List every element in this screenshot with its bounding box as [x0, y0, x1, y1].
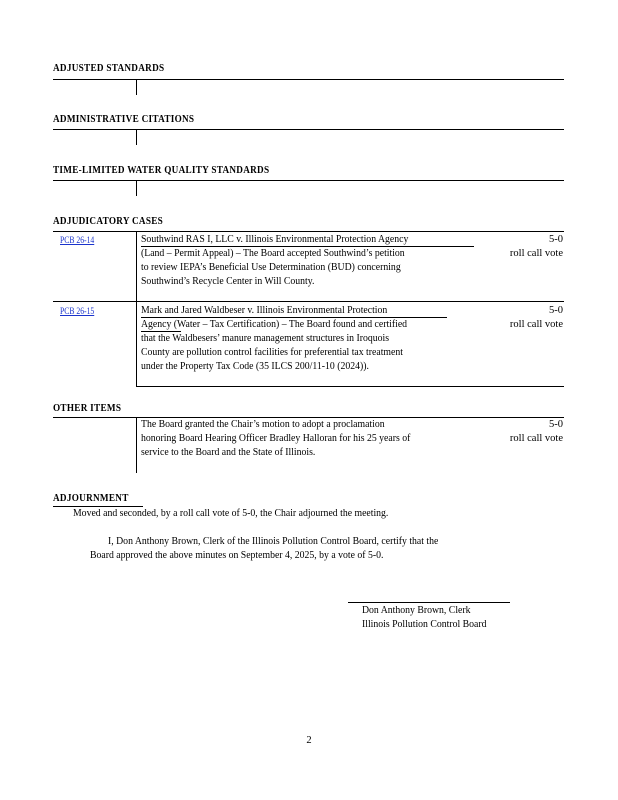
section-rule	[53, 79, 564, 80]
signature-line	[348, 602, 510, 603]
case-number-link[interactable]: PCB 26-14	[60, 235, 95, 245]
case-vote	[483, 233, 563, 261]
case-line: County are pollution control facilities for preferential tax treatment	[141, 347, 403, 358]
row-divider	[53, 301, 564, 302]
vote-type: roll call vote	[509, 319, 563, 330]
section-heading-adjournment: ADJOURNMENT	[53, 493, 129, 504]
vote-count: 5-0	[549, 234, 563, 245]
vote-count: 5-0	[549, 305, 563, 316]
column-divider	[136, 181, 137, 196]
column-divider	[136, 80, 137, 95]
case-number-link[interactable]: PCB 26-15	[60, 306, 95, 316]
vote-count: 5-0	[549, 419, 563, 430]
case-line: (Land – Permit Appeal) – The Board accepted Southwind’s petition	[141, 248, 405, 259]
section-heading-administrative-citations: ADMINISTRATIVE CITATIONS	[53, 114, 195, 125]
case-line: Agency (Water – Tax Certification) – The Board found and certified	[141, 319, 408, 330]
section-heading-other-items: OTHER ITEMS	[53, 403, 122, 414]
section-heading-adjudicatory-cases: ADJUDICATORY CASES	[53, 216, 164, 227]
case-description	[141, 233, 443, 289]
column-divider	[136, 232, 137, 387]
section-rule	[53, 180, 564, 181]
column-divider	[136, 130, 137, 145]
item-line: honoring Board Hearing Officer Bradley Halloran for his 25 years of	[141, 433, 411, 444]
other-item-description	[141, 418, 443, 460]
column-divider	[136, 418, 137, 473]
signature-name: Don Anthony Brown, Clerk	[362, 605, 471, 616]
case-vote	[483, 304, 563, 332]
case-line: Southwind’s Recycle Center in Will County.	[141, 276, 315, 287]
item-line: The Board granted the Chair’s motion to adopt a proclamation	[141, 419, 385, 430]
title-underline	[141, 317, 447, 318]
case-line: Mark and Jared Waldbeser v. Illinois Environmental Protection	[141, 305, 388, 316]
vote-type: roll call vote	[509, 433, 563, 444]
case-line: that the Waldbesers’ manure management structures in Iroquois	[141, 333, 390, 344]
vote-type: roll call vote	[509, 248, 563, 259]
title-underline	[141, 331, 181, 332]
case-line: to review IEPA’s Beneficial Use Determination (BUD) concerning	[141, 262, 401, 273]
case-line: under the Property Tax Code (35 ILCS 200/11-10 (2024)).	[141, 361, 369, 372]
case-description	[141, 304, 443, 374]
adjournment-text: Moved and seconded, by a roll call vote of 5-0, the Chair adjourned the meeting.	[73, 508, 389, 519]
other-item-vote	[483, 418, 563, 446]
signature-organization: Illinois Pollution Control Board	[362, 619, 487, 630]
section-heading-time-limited: TIME-LIMITED WATER QUALITY STANDARDS	[53, 165, 270, 176]
certification-line-1: I, Don Anthony Brown, Clerk of the Illinois Pollution Control Board, certify that the	[108, 536, 439, 547]
section-rule	[53, 231, 564, 232]
row-divider	[136, 386, 564, 387]
item-line: service to the Board and the State of Illinois.	[141, 447, 316, 458]
section-heading-adjusted-standards: ADJUSTED STANDARDS	[53, 63, 165, 74]
page-number: 2	[306, 735, 312, 746]
section-rule	[53, 129, 564, 130]
case-line: Southwind RAS I, LLC v. Illinois Environmental Protection Agency	[141, 234, 409, 245]
certification-line-2: Board approved the above minutes on September 4, 2025, by a vote of 5-0.	[90, 550, 384, 561]
title-underline	[141, 246, 474, 247]
